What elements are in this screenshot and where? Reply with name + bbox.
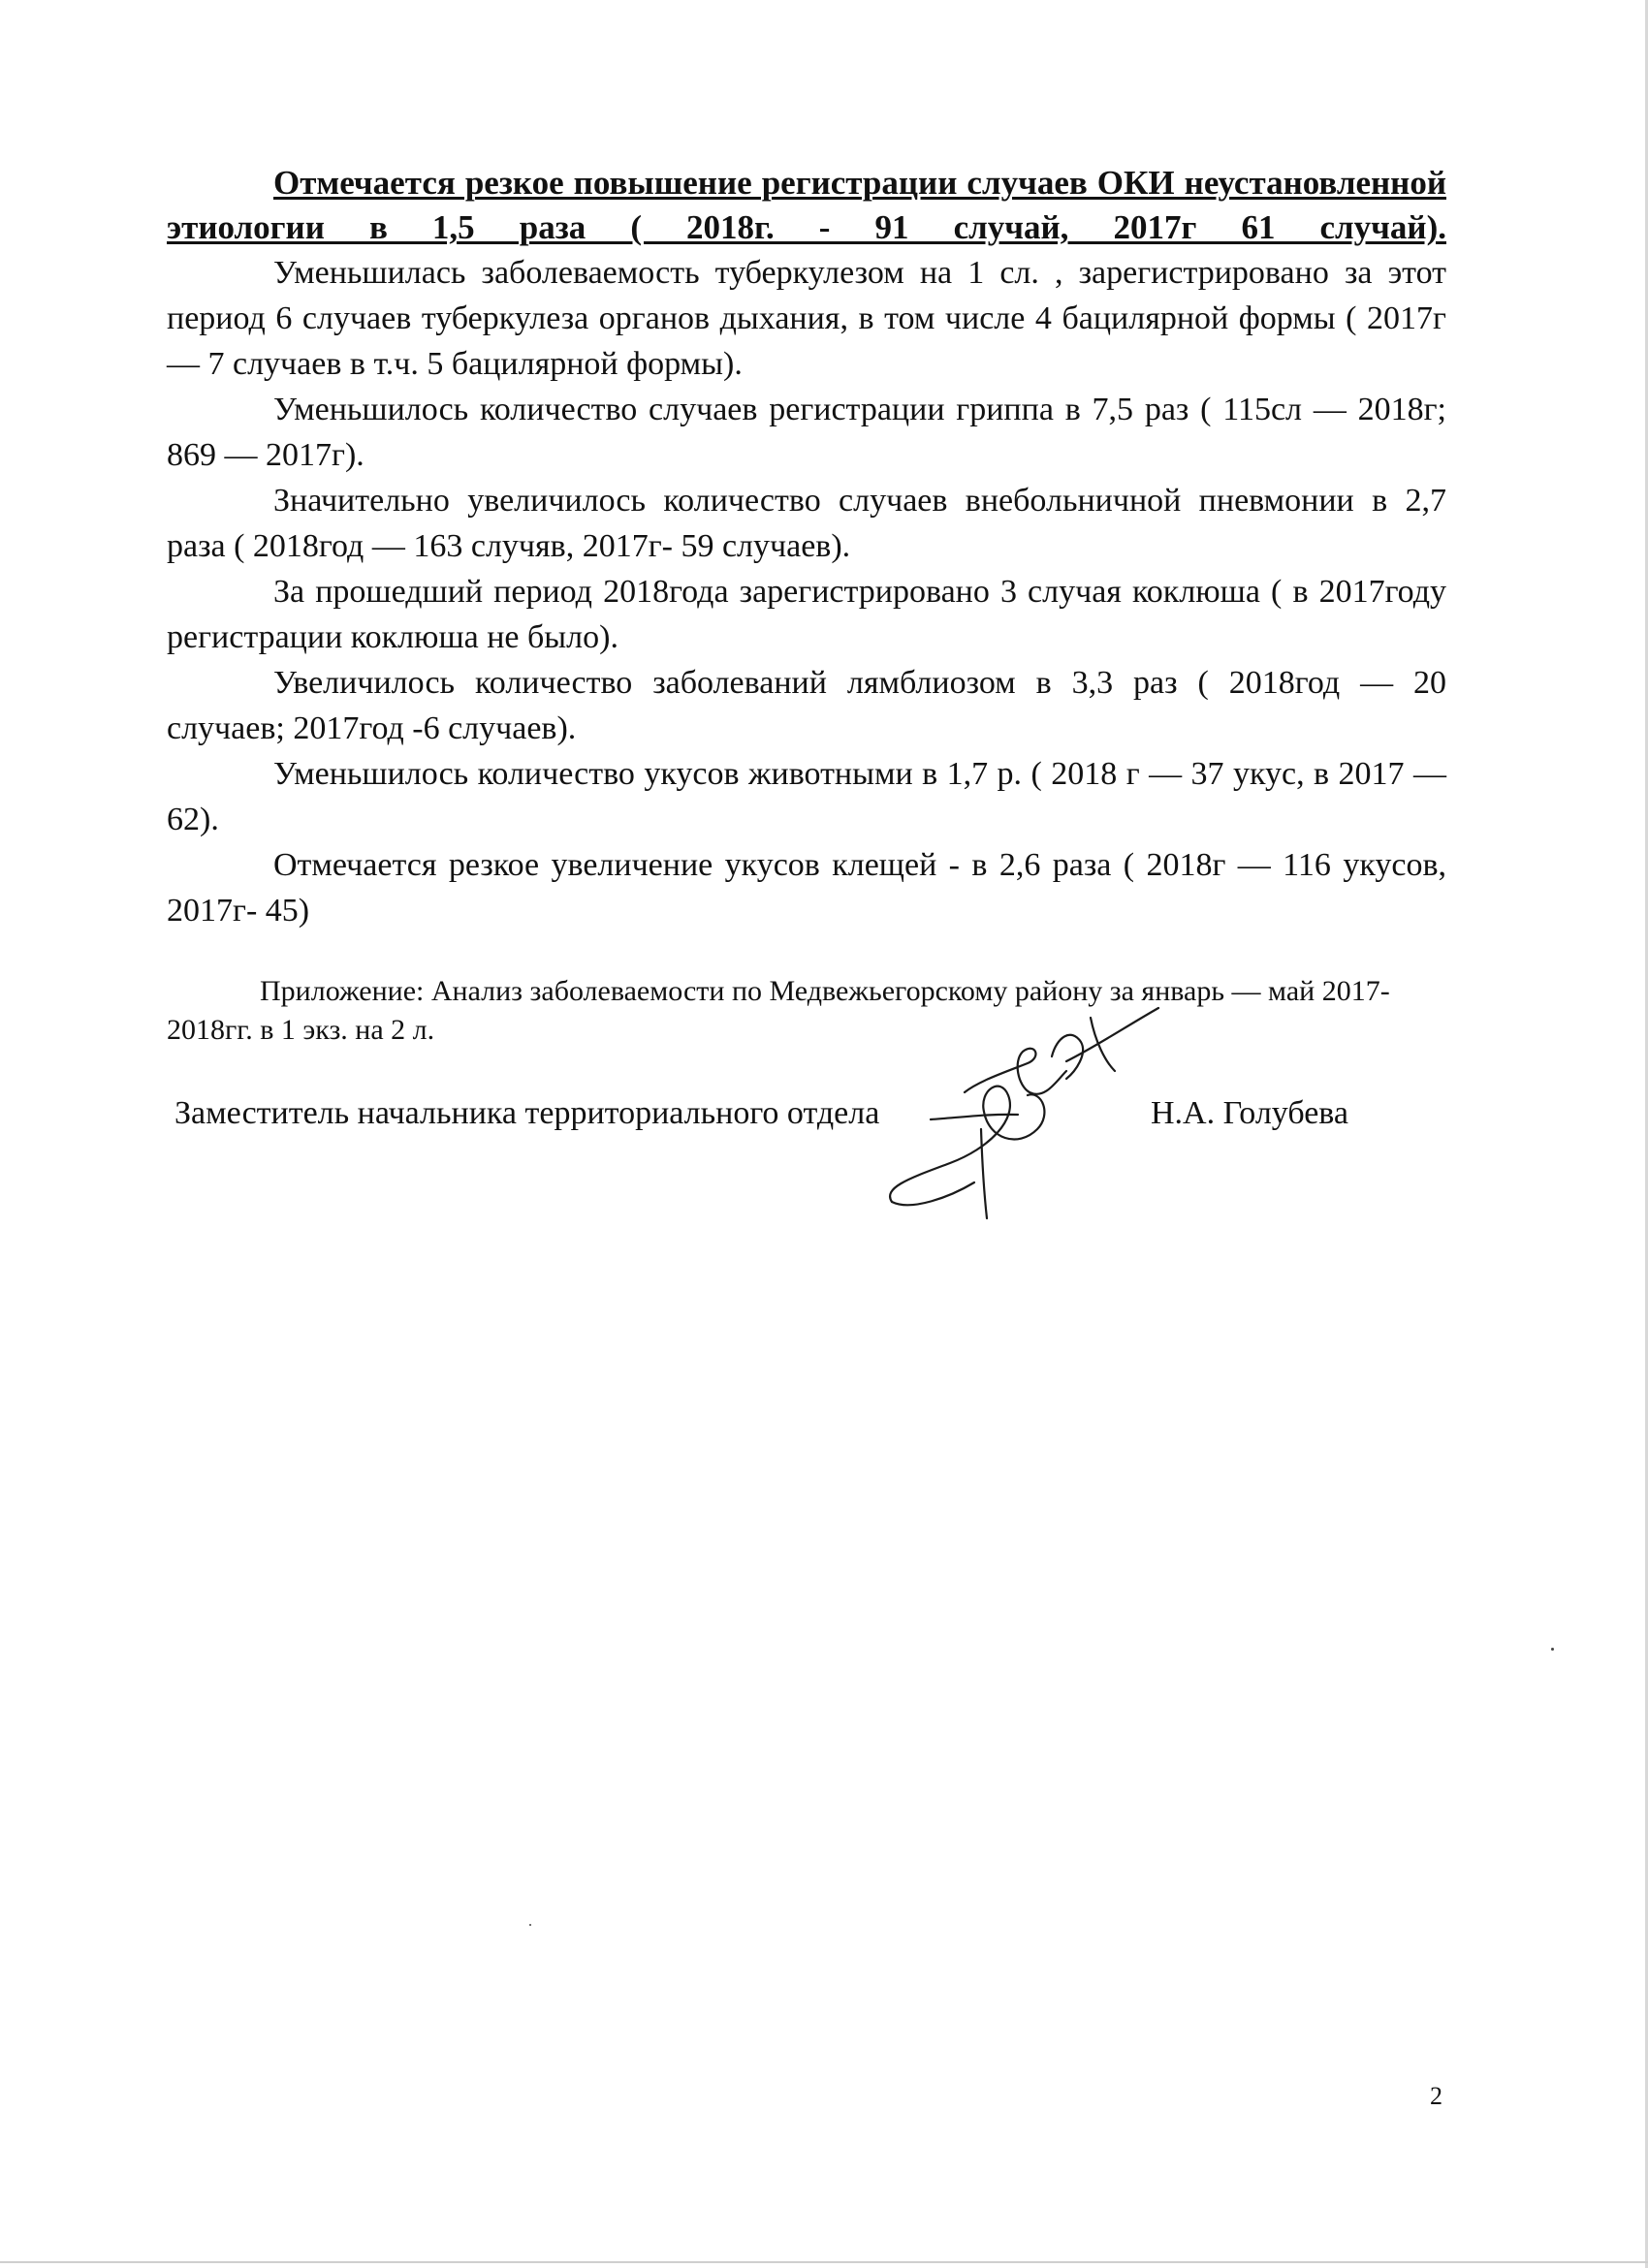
paragraph-pneumonia: Значительно увеличилось количество случаев внебольничной пневмонии в 2,7 раза ( 2018год — 163 случяв, 2017г- 59 случаев). [167,483,1446,564]
paragraph-tuberculosis: Уменьшилась заболеваемость туберкулезом на 1 сл. , зарегистрировано за этот период 6 случаев туберкулеза органов дыхания, в том числе 4 бацилярной формы ( 2017г — 7 случаев в т.ч. 5 бацилярной формы). [167,255,1446,382]
paragraph-oki-highlight: Отмечается резкое повышение регистрации случаев ОКИ неустановленной этиологии в 1,5 раза ( 2018г. - 91 случай, 2017г 61 случай). [167,164,1446,246]
paragraph-animal-bites: Уменьшилось количество укусов животными в 1,7 р. ( 2018 г — 37 укус, в 2017 — 62). [167,756,1446,837]
appendix-note: Приложение: Анализ заболеваемости по Медвежьегорскому району за январь — май 2017- 2018гг. в 1 экз. на 2 л. [167,975,1390,1046]
paragraph-pertussis: За прошедший период 2018года зарегистрировано 3 случая коклюша ( в 2017году регистрации коклюша не было). [167,574,1446,655]
paragraph-influenza: Уменьшилось количество случаев регистрации гриппа в 7,5 раз ( 115сл — 2018г; 869 — 2017г). [167,392,1446,473]
paragraph-giardiasis: Увеличилось количество заболеваний лямблиозом в 3,3 раз ( 2018год — 20 случаев; 2017год -6 случаев). [167,665,1446,746]
scan-bottom-edge [0,2261,1648,2263]
page-number: 2 [1430,2082,1442,2110]
scan-speck [529,1924,531,1926]
scan-speck [1551,1648,1554,1651]
signatory-name: Н.А. Голубева [1151,1095,1348,1131]
body-text [167,161,1446,933]
signatory-position: Заместитель начальника территориального отдела [174,1095,880,1131]
paragraph-tick-bites: Отмечается резкое увеличение укусов клещей - в 2,6 раза ( 2018г — 116 укусов, 2017г- 45) [167,847,1446,929]
signature-block [174,1090,1435,1149]
